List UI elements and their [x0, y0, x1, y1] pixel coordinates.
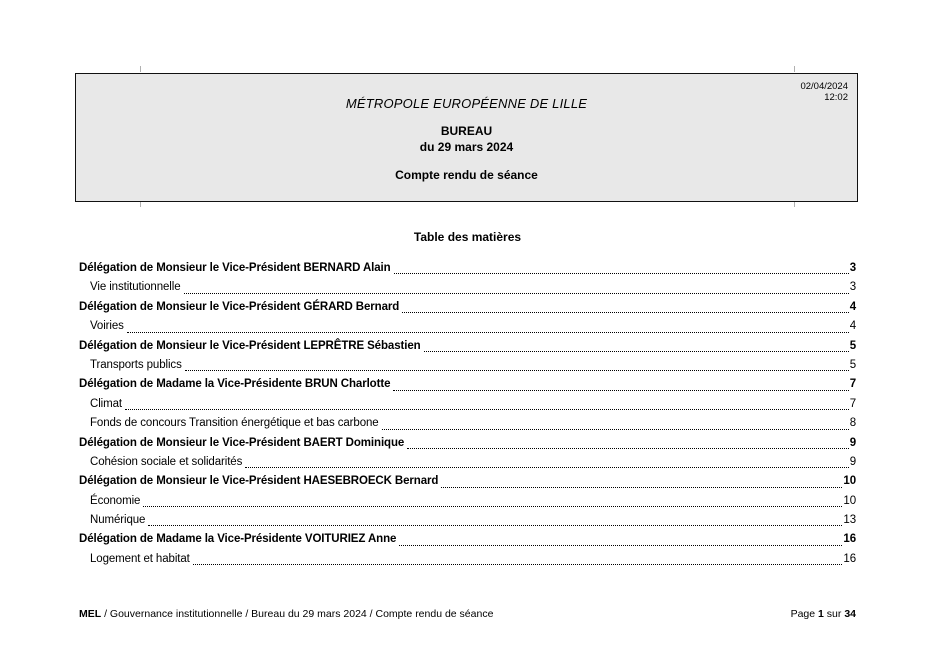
toc-entry-page-number: 16	[843, 533, 856, 546]
toc-dotted-leader	[393, 390, 848, 391]
toc-dotted-leader	[245, 467, 848, 468]
toc-entry-page-number: 7	[849, 378, 856, 391]
toc-entry-page-number: 13	[843, 514, 856, 527]
toc-entry-page-number: 8	[849, 417, 856, 430]
footer-breadcrumb	[79, 608, 493, 620]
meeting-type: BUREAU	[440, 124, 493, 138]
toc-entry-label: Délégation de Monsieur le Vice-Président GÉRARD Bernard	[79, 300, 400, 313]
toc-entry-page-number: 5	[849, 358, 856, 371]
toc-entry-page-number: 5	[849, 339, 856, 352]
toc-dotted-leader	[382, 429, 849, 430]
toc-entry[interactable]	[79, 278, 856, 297]
page-footer	[79, 608, 856, 620]
toc-dotted-leader	[407, 448, 849, 449]
footer-breadcrumb-rest: / Gouvernance institutionnelle / Bureau du 29 mars 2024 / Compte rendu de séance	[101, 608, 494, 620]
toc-entry-label: Logement et habitat	[90, 552, 190, 565]
toc-entry[interactable]	[79, 395, 856, 414]
toc-entry-label: Transports publics	[90, 358, 182, 371]
toc-dotted-leader	[185, 370, 849, 371]
toc-dotted-leader	[193, 564, 843, 565]
toc-entry-page-number: 16	[843, 552, 856, 565]
toc-entry-page-number: 3	[849, 281, 856, 294]
toc-dotted-leader	[402, 312, 849, 313]
print-date: 02/04/2024	[800, 81, 848, 92]
toc-entry[interactable]	[79, 414, 856, 433]
toc-entry-label: Vie institutionnelle	[90, 281, 181, 294]
toc-entry-page-number: 7	[849, 397, 856, 410]
toc-dotted-leader	[399, 545, 842, 546]
toc-entry-page-number: 9	[849, 455, 856, 468]
toc-entry[interactable]	[79, 337, 856, 356]
page-indicator-separator: sur	[823, 608, 845, 620]
toc-dotted-leader	[184, 293, 849, 294]
toc-entry[interactable]	[79, 298, 856, 317]
toc-entry-label: Délégation de Monsieur le Vice-Président BAERT Dominique	[79, 436, 405, 449]
organization-title: MÉTROPOLE EUROPÉENNE DE LILLE	[345, 96, 588, 111]
toc-entry-label: Cohésion sociale et solidarités	[90, 455, 243, 468]
page-number: 1	[818, 608, 824, 620]
toc-entry-label: Voiries	[90, 320, 124, 333]
toc-entry[interactable]	[79, 530, 856, 549]
toc-entry[interactable]	[79, 492, 856, 511]
toc-title: Table des matières	[413, 230, 522, 244]
toc-entry-label: Fonds de concours Transition énergétique et bas carbone	[90, 417, 379, 430]
toc-entry[interactable]	[79, 259, 856, 278]
toc-entry-page-number: 10	[843, 494, 856, 507]
toc-entry-page-number: 4	[849, 300, 856, 313]
toc-entry-label: Économie	[90, 494, 141, 507]
toc-entry-label: Numérique	[90, 514, 146, 527]
crop-mark	[794, 66, 795, 72]
page-total: 34	[844, 608, 856, 620]
toc-list	[79, 259, 856, 569]
toc-entry[interactable]	[79, 434, 856, 453]
toc-dotted-leader	[125, 409, 849, 410]
toc-entry[interactable]	[79, 317, 856, 336]
meeting-date: du 29 mars 2024	[419, 140, 514, 154]
footer-org-abbrev: MEL	[79, 608, 102, 620]
toc-dotted-leader	[148, 525, 842, 526]
toc-entry[interactable]	[79, 356, 856, 375]
toc-entry-label: Délégation de Monsieur le Vice-Président BERNARD Alain	[79, 262, 391, 274]
toc-entry[interactable]	[79, 472, 856, 491]
toc-entry-page-number: 10	[843, 475, 856, 488]
toc-entry[interactable]	[79, 550, 856, 569]
toc-entry[interactable]	[79, 375, 856, 394]
toc-entry-label: Climat	[90, 397, 122, 410]
toc-entry[interactable]	[79, 511, 856, 530]
page-indicator	[791, 608, 856, 620]
toc-dotted-leader	[441, 487, 842, 488]
print-time: 12:02	[824, 92, 848, 103]
toc-entry-label: Délégation de Madame la Vice-Présidente BRUN Charlotte	[79, 378, 391, 391]
document-header-box	[75, 73, 858, 202]
page-indicator-prefix: Page	[790, 608, 819, 620]
toc-entry[interactable]	[79, 453, 856, 472]
toc-entry-page-number: 3	[849, 262, 856, 274]
toc-entry-label: Délégation de Madame la Vice-Présidente VOITURIEZ Anne	[79, 533, 397, 546]
toc-entry-page-number: 4	[849, 320, 856, 333]
toc-dotted-leader	[394, 273, 849, 274]
document-type: Compte rendu de séance	[395, 168, 538, 182]
toc-entry-page-number: 9	[849, 436, 856, 449]
toc-dotted-leader	[127, 332, 849, 333]
toc-entry-label: Délégation de Monsieur le Vice-Président HAESEBROECK Bernard	[79, 475, 439, 488]
toc-dotted-leader	[143, 506, 842, 507]
toc-dotted-leader	[424, 351, 849, 352]
crop-mark	[140, 66, 141, 72]
toc-entry-label: Délégation de Monsieur le Vice-Président LEPRÊTRE Sébastien	[79, 339, 421, 352]
